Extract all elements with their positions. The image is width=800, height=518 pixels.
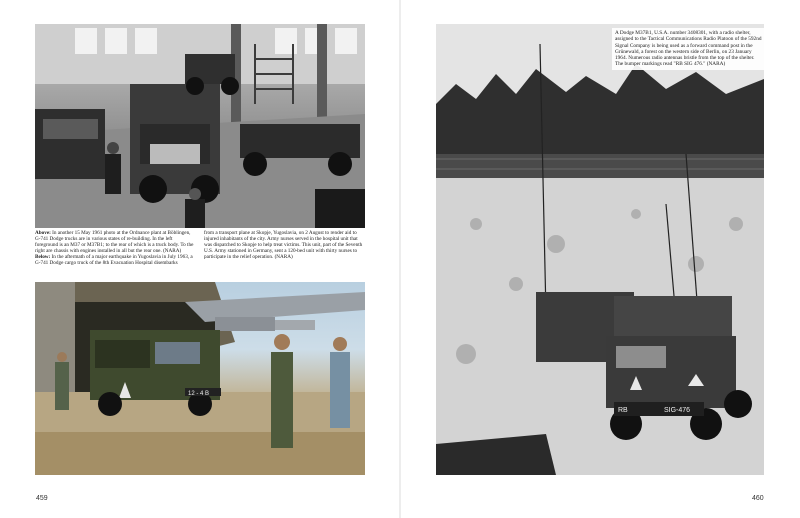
page-number-left: 459 [36,495,48,502]
caption-label-below: Below: [35,254,51,261]
right-page-caption [612,28,766,70]
truck-bumper-marking-right: SIG-476 [664,407,691,414]
page-number-right: 460 [752,495,764,502]
photo-ordnance-plant [35,24,365,228]
right-caption-text: A Dodge M37B1, U.S.A. number 3408301, with a radio shelter, assigned to the Tactical Communications Radio Platoon of the 592nd Signal Company is being used as a forward command post in the Grünewald, a forest on the western side of Berlin, on 23 January 1964. Numerous radio antennas bristle from the top of the shelter. The bumper markings read "RB SIG 476." (NARA) [615,30,762,68]
truck-bumper-marking: 12 - 4 B [188,391,210,397]
truck-bumper-left: RB [618,407,628,414]
right-page [400,0,800,518]
caption-text-below: In the aftermath of a major earthquake in Yugoslavia in July 1963, a G-741 Dodge cargo truck of the 8th Evacuation Hospital disembarks [35,254,193,267]
caption-column-2 [204,230,365,280]
photo-ordnance-plant-drawing [35,24,365,228]
left-page-caption [35,230,365,280]
photo-berlin-radio-shelter [436,24,764,475]
caption-label-above: Above: [35,230,51,236]
caption-text-continued: from a transport plane at Skopje, Yugoslavia, on 2 August to render aid to injured inhabitants of the city. Army nurses served in the hospital unit that was dispatched to Skopje to help treat victims. This unit, part of the Seventh U.S. Army stationed in Germany, sent a 120-bed unit with thirty nurses to participate in the relief operation. (NARA) [204,230,363,261]
caption-text-above: In another 15 May 1961 photo at the Ordnance plant at Böblingen, G-741 Dodge trucks are in various states of re-building. In the left foreground is an M37 or M37B1; to the rear of which is a truck body. To the right are chassis with engines installed in all but the rear one. (NARA) [35,230,194,255]
caption-column-1 [35,230,196,280]
photo-skopje-drawing [35,282,365,475]
photo-skopje-transport-plane [35,282,365,475]
photo-berlin-drawing [436,24,764,475]
